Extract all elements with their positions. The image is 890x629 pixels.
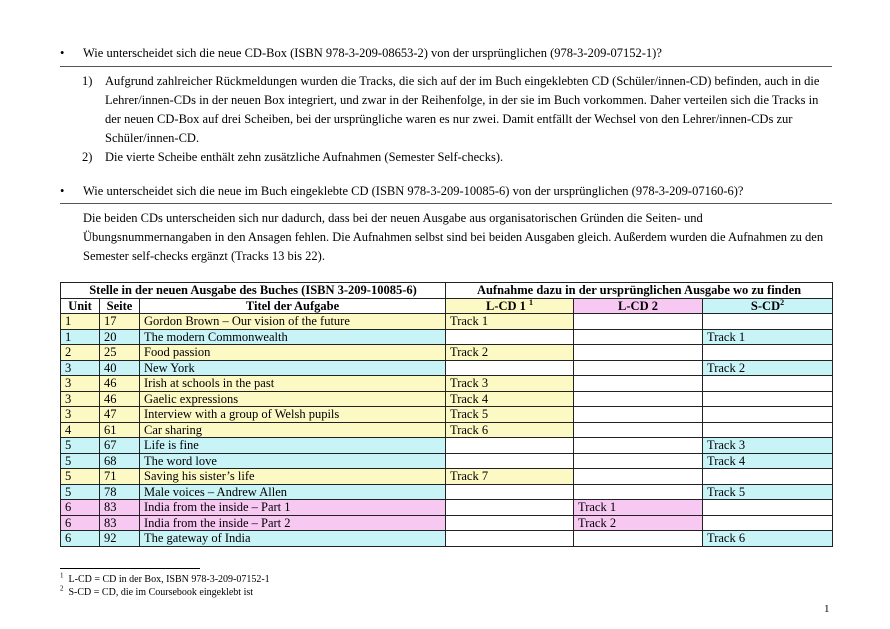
item-number: 2) xyxy=(82,150,93,164)
cell-titel: Car sharing xyxy=(140,422,446,438)
cell-unit: 5 xyxy=(61,484,100,500)
divider xyxy=(60,203,832,204)
col-scd: $S-CD^2$ xyxy=(703,298,833,314)
answer-item-1 xyxy=(82,72,822,148)
table-row xyxy=(61,329,833,345)
cell-seite: 68 xyxy=(100,453,140,469)
table-row xyxy=(61,484,833,500)
cell-lcd1 xyxy=(446,531,574,547)
cell-unit: 3 xyxy=(61,360,100,376)
bullet-icon: • xyxy=(60,46,65,60)
cell-lcd2: Track 1 xyxy=(574,500,703,516)
cell-lcd1 xyxy=(446,360,574,376)
cell-lcd2 xyxy=(574,391,703,407)
cell-titel: Saving his sister’s life xyxy=(140,469,446,485)
table-row xyxy=(61,453,833,469)
table-row xyxy=(61,407,833,423)
cell-lcd1: Track 5 xyxy=(446,407,574,423)
cell-seite: 78 xyxy=(100,484,140,500)
cell-seite: 71 xyxy=(100,469,140,485)
cell-unit: 3 xyxy=(61,391,100,407)
cell-scd: Track 3 xyxy=(703,438,833,454)
cell-unit: 5 xyxy=(61,438,100,454)
cell-lcd1: Track 1 xyxy=(446,314,574,330)
cell-lcd2 xyxy=(574,422,703,438)
col-lcd2: L-CD 2 xyxy=(574,298,703,314)
cell-unit: 1 xyxy=(61,314,100,330)
cell-unit: 4 xyxy=(61,422,100,438)
col-titel: Titel der Aufgabe xyxy=(140,298,446,314)
cell-scd: Track 4 xyxy=(703,453,833,469)
table-row xyxy=(61,422,833,438)
cell-lcd1 xyxy=(446,515,574,531)
cell-scd xyxy=(703,376,833,392)
cell-scd xyxy=(703,345,833,361)
cell-seite: 40 xyxy=(100,360,140,376)
cell-lcd1 xyxy=(446,484,574,500)
cell-lcd1: Track 6 xyxy=(446,422,574,438)
bullet-icon: • xyxy=(60,184,65,198)
cell-lcd2 xyxy=(574,345,703,361)
cell-seite: 92 xyxy=(100,531,140,547)
cell-scd xyxy=(703,515,833,531)
cell-titel: Gordon Brown – Our vision of the future xyxy=(140,314,446,330)
cell-titel: Interview with a group of Welsh pupils xyxy=(140,407,446,423)
cell-titel: Irish at schools in the past xyxy=(140,376,446,392)
cell-lcd1 xyxy=(446,438,574,454)
cell-unit: 5 xyxy=(61,453,100,469)
item-number: 1) xyxy=(82,74,93,88)
cell-lcd1: Track 3 xyxy=(446,376,574,392)
table-column-header xyxy=(61,298,833,314)
cell-scd xyxy=(703,500,833,516)
table-row xyxy=(61,376,833,392)
table-row xyxy=(61,438,833,454)
cell-lcd1: Track 2 xyxy=(446,345,574,361)
cell-lcd2 xyxy=(574,484,703,500)
table-row xyxy=(61,360,833,376)
cell-unit: 1 xyxy=(61,329,100,345)
cell-titel: India from the inside – Part 1 xyxy=(140,500,446,516)
cell-seite: 20 xyxy=(100,329,140,345)
answer-item-2 xyxy=(82,148,822,167)
cell-lcd2 xyxy=(574,407,703,423)
table-row xyxy=(61,391,833,407)
cell-unit: 3 xyxy=(61,376,100,392)
cell-unit: 5 xyxy=(61,469,100,485)
cell-unit: 6 xyxy=(61,515,100,531)
cell-titel: New York xyxy=(140,360,446,376)
cell-lcd1: Track 4 xyxy=(446,391,574,407)
question-1-text: Wie unterscheidet sich die neue CD-Box (ISBN 978-3-209-08653-2) von der ursprünglichen (978-3-209-07152-1)? xyxy=(83,46,662,60)
cell-scd xyxy=(703,422,833,438)
cell-lcd2 xyxy=(574,531,703,547)
cell-titel: Life is fine xyxy=(140,438,446,454)
cell-lcd1: Track 7 xyxy=(446,469,574,485)
col-unit: Unit xyxy=(61,298,100,314)
cell-titel: The word love xyxy=(140,453,446,469)
cell-unit: 6 xyxy=(61,531,100,547)
table-row xyxy=(61,500,833,516)
cell-scd: Track 5 xyxy=(703,484,833,500)
table-row xyxy=(61,314,833,330)
table-row xyxy=(61,515,833,531)
cell-scd: Track 6 xyxy=(703,531,833,547)
cell-unit: 2 xyxy=(61,345,100,361)
cell-titel: Male voices – Andrew Allen xyxy=(140,484,446,500)
table-row xyxy=(61,531,833,547)
footnote-divider xyxy=(60,568,200,569)
header-original-edition: Aufnahme dazu in der ursprünglichen Ausgabe wo zu finden xyxy=(446,283,833,299)
cell-scd xyxy=(703,314,833,330)
cell-unit: 6 xyxy=(61,500,100,516)
cell-lcd2 xyxy=(574,360,703,376)
cell-seite: 67 xyxy=(100,438,140,454)
cell-scd xyxy=(703,391,833,407)
cell-lcd2 xyxy=(574,453,703,469)
cell-titel: Food passion xyxy=(140,345,446,361)
cell-lcd2 xyxy=(574,469,703,485)
cell-scd: Track 1 xyxy=(703,329,833,345)
item-text: Die vierte Scheibe enthält zehn zusätzliche Aufnahmen (Semester Self-checks). xyxy=(105,150,504,164)
cell-lcd2 xyxy=(574,314,703,330)
cell-lcd2 xyxy=(574,438,703,454)
footnote-1: $^1$ L-CD = CD in der Box, ISBN 978-3-209-07152-1 xyxy=(60,571,270,585)
cell-titel: Gaelic expressions xyxy=(140,391,446,407)
cell-lcd1 xyxy=(446,500,574,516)
cell-seite: 83 xyxy=(100,500,140,516)
cell-scd: Track 2 xyxy=(703,360,833,376)
question-2-answer: Die beiden CDs unterscheiden sich nur dadurch, dass bei der neuen Ausgabe aus organisatorischen Gründen die Seiten- und Übungsnummernangaben in den Ansagen fehlen. Die Aufnahmen selbst sind bei beiden Ausgaben gleich. Außerdem wurden die Aufnahmen zu den Semester self-checks ergänzt (Tracks 13 bis 22). xyxy=(83,211,824,263)
cell-seite: 17 xyxy=(100,314,140,330)
item-text: Aufgrund zahlreicher Rückmeldungen wurden die Tracks, die sich auf der im Buch eingeklebten CD (Schüler/innen-CD) befinden, auch in die Lehrer/innen-CDs in der neuen Box integriert, und zwar in der Reihenfolge, in der sie im Buch vorkommen. Daher verteilen sich die Tracks in der neuen CD-Box auf drei Scheiben, bei der ursprüngliche waren es nur zwei. Damit entfällt der Wechsel von den Lehrer/innen-CDs zur Schüler/innen-CD. xyxy=(105,74,820,145)
page-number: 1 xyxy=(824,603,830,615)
cell-seite: 46 xyxy=(100,391,140,407)
cell-lcd2 xyxy=(574,329,703,345)
cell-lcd2 xyxy=(574,376,703,392)
question-2-text: Wie unterscheidet sich die neue im Buch eingeklebte CD (ISBN 978-3-209-10085-6) von der ursprünglichen (978-3-209-07160-6)? xyxy=(83,184,744,198)
cell-seite: 47 xyxy=(100,407,140,423)
cell-scd xyxy=(703,469,833,485)
table-row xyxy=(61,345,833,361)
header-new-edition: Stelle in der neuen Ausgabe des Buches (ISBN 3-209-10085-6) xyxy=(61,283,446,299)
cell-lcd1 xyxy=(446,453,574,469)
cell-unit: 3 xyxy=(61,407,100,423)
col-lcd1: L-CD 1 $^1$ xyxy=(446,298,574,314)
table-group-header xyxy=(61,283,833,299)
cell-scd xyxy=(703,407,833,423)
footnote-2: $^2$ S-CD = CD, die im Coursebook eingeklebt ist xyxy=(60,584,254,598)
cell-seite: 25 xyxy=(100,345,140,361)
divider xyxy=(60,66,832,67)
cell-titel: India from the inside – Part 2 xyxy=(140,515,446,531)
cell-seite: 61 xyxy=(100,422,140,438)
cell-seite: 46 xyxy=(100,376,140,392)
table-row xyxy=(61,469,833,485)
col-seite: Seite xyxy=(100,298,140,314)
tracks-table xyxy=(60,282,833,547)
cell-lcd2: Track 2 xyxy=(574,515,703,531)
cell-titel: The modern Commonwealth xyxy=(140,329,446,345)
cell-seite: 83 xyxy=(100,515,140,531)
cell-lcd1 xyxy=(446,329,574,345)
cell-titel: The gateway of India xyxy=(140,531,446,547)
